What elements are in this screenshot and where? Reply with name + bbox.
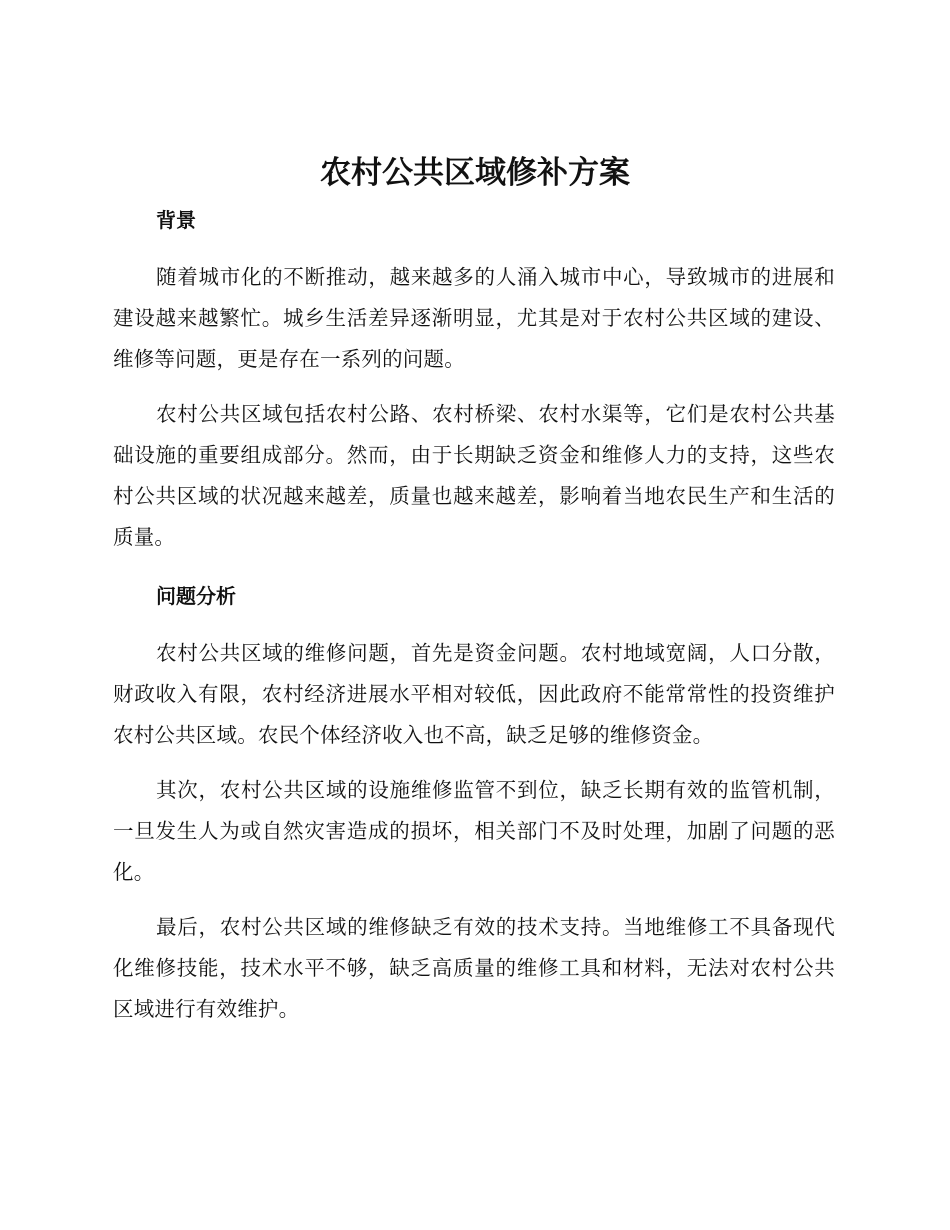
section-heading-background: 背景 (156, 208, 196, 232)
paragraph: 其次，农村公共区域的设施维修监管不到位，缺乏长期有效的监管机制，一旦发生人为或自然灾害造成的损坏，相关部门不及时处理，加剧了问题的恶化。 (113, 778, 835, 884)
paragraph: 农村公共区域的维修问题，首先是资金问题。农村地域宽阔，人口分散，财政收入有限，农村经济进展水平相对较低，因此政府不能常常性的投资维护农村公共区域。农民个体经济收入也不高，缺乏足够的维修资金。 (113, 641, 835, 747)
paragraph: 最后，农村公共区域的维修缺乏有效的技术支持。当地维修工不具备现代化维修技能，技术水平不够，缺乏高质量的维修工具和材料，无法对农村公共区域进行有效维护。 (113, 915, 835, 1021)
paragraph: 农村公共区域包括农村公路、农村桥梁、农村水渠等，它们是农村公共基础设施的重要组成部分。然而，由于长期缺乏资金和维修人力的支持，这些农村公共区域的状况越来越差，质量也越来越差，影响着当地农民生产和生活的质量。 (113, 402, 835, 549)
section-heading-problem-analysis: 问题分析 (156, 584, 236, 608)
document-body (113, 205, 835, 1030)
paragraph: 随着城市化的不断推动，越来越多的人涌入城市中心，导致城市的进展和建设越来越繁忙。城乡生活差异逐渐明显，尤其是对于农村公共区域的建设、维修等问题，更是存在一系列的问题。 (113, 265, 835, 371)
document-title: 农村公共区域修补方案 (320, 155, 630, 191)
